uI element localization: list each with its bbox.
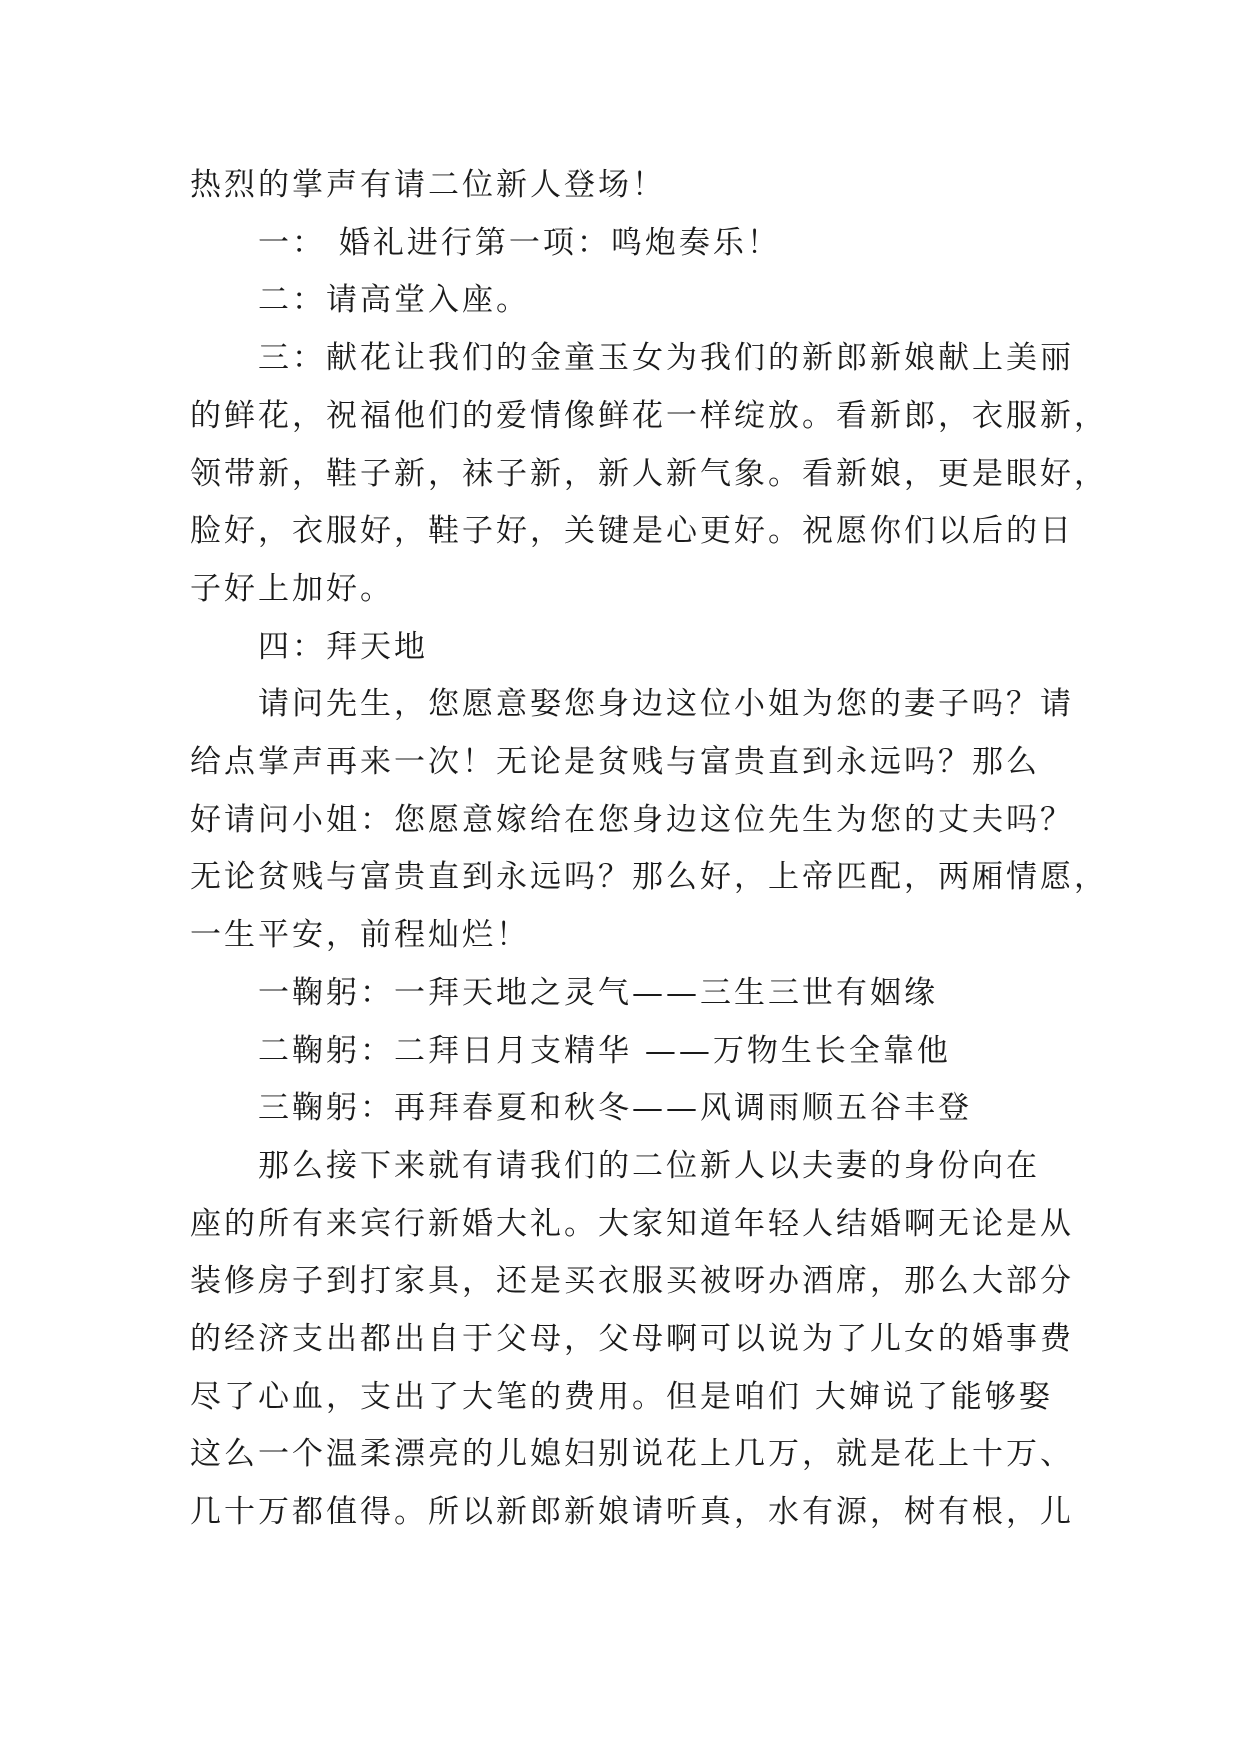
text-line: 脸好，衣服好，鞋子好，关键是心更好。祝愿你们以后的日 bbox=[190, 513, 1074, 550]
text-line: 这么一个温柔漂亮的儿媳妇别说花上几万，就是花上十万、 bbox=[190, 1436, 1074, 1473]
text-line: 的经济支出都出自于父母，父母啊可以说为了儿女的婚事费 bbox=[190, 1321, 1074, 1358]
text-line: 二鞠躬：二拜日月支精华 ——万物生长全靠他 bbox=[258, 1032, 951, 1069]
text-line: 一鞠躬：一拜天地之灵气——三生三世有姻缘 bbox=[258, 974, 938, 1011]
text-line: 装修房子到打家具，还是买衣服买被呀办酒席，那么大部分 bbox=[190, 1263, 1074, 1300]
text-line: 请问先生，您愿意娶您身边这位小姐为您的妻子吗？请 bbox=[258, 686, 1074, 723]
text-line: 子好上加好。 bbox=[190, 570, 394, 607]
text-line: 三：献花让我们的金童玉女为我们的新郎新娘献上美丽 bbox=[258, 340, 1074, 377]
text-line: 尽了心血，支出了大笔的费用。但是咱们 大婶说了能够娶 bbox=[190, 1378, 1053, 1415]
text-line: 四：拜天地 bbox=[258, 628, 428, 665]
text-line: 那么接下来就有请我们的二位新人以夫妻的身份向在 bbox=[258, 1147, 1040, 1184]
text-line: 的鲜花，祝福他们的爱情像鲜花一样绽放。看新郎，衣服新， bbox=[190, 397, 1108, 434]
text-line: 热烈的掌声有请二位新人登场！ bbox=[190, 167, 666, 203]
text-line: 二：请高堂入座。 bbox=[258, 282, 530, 319]
text-line: 一生平安，前程灿烂！ bbox=[190, 917, 530, 954]
text-line: 几十万都值得。所以新郎新娘请听真，水有源，树有根，儿 bbox=[190, 1494, 1074, 1531]
text-line: 无论贫贱与富贵直到永远吗？那么好，上帝匹配，两厢情愿， bbox=[190, 859, 1108, 896]
text-line: 三鞠躬：再拜春夏和秋冬——风调雨顺五谷丰登 bbox=[258, 1090, 972, 1127]
text-line: 领带新，鞋子新，袜子新，新人新气象。看新娘，更是眼好， bbox=[190, 455, 1108, 492]
text-line: 一： 婚礼进行第一项：鸣炮奏乐！ bbox=[258, 224, 781, 261]
text-line: 好请问小姐：您愿意嫁给在您身边这位先生为您的丈夫吗？ bbox=[190, 801, 1074, 838]
text-line: 座的所有来宾行新婚大礼。大家知道年轻人结婚啊无论是从 bbox=[190, 1205, 1074, 1242]
text-line: 给点掌声再来一次！无论是贫贱与富贵直到永远吗？那么 bbox=[190, 744, 1040, 781]
document-body bbox=[190, 157, 1108, 1542]
